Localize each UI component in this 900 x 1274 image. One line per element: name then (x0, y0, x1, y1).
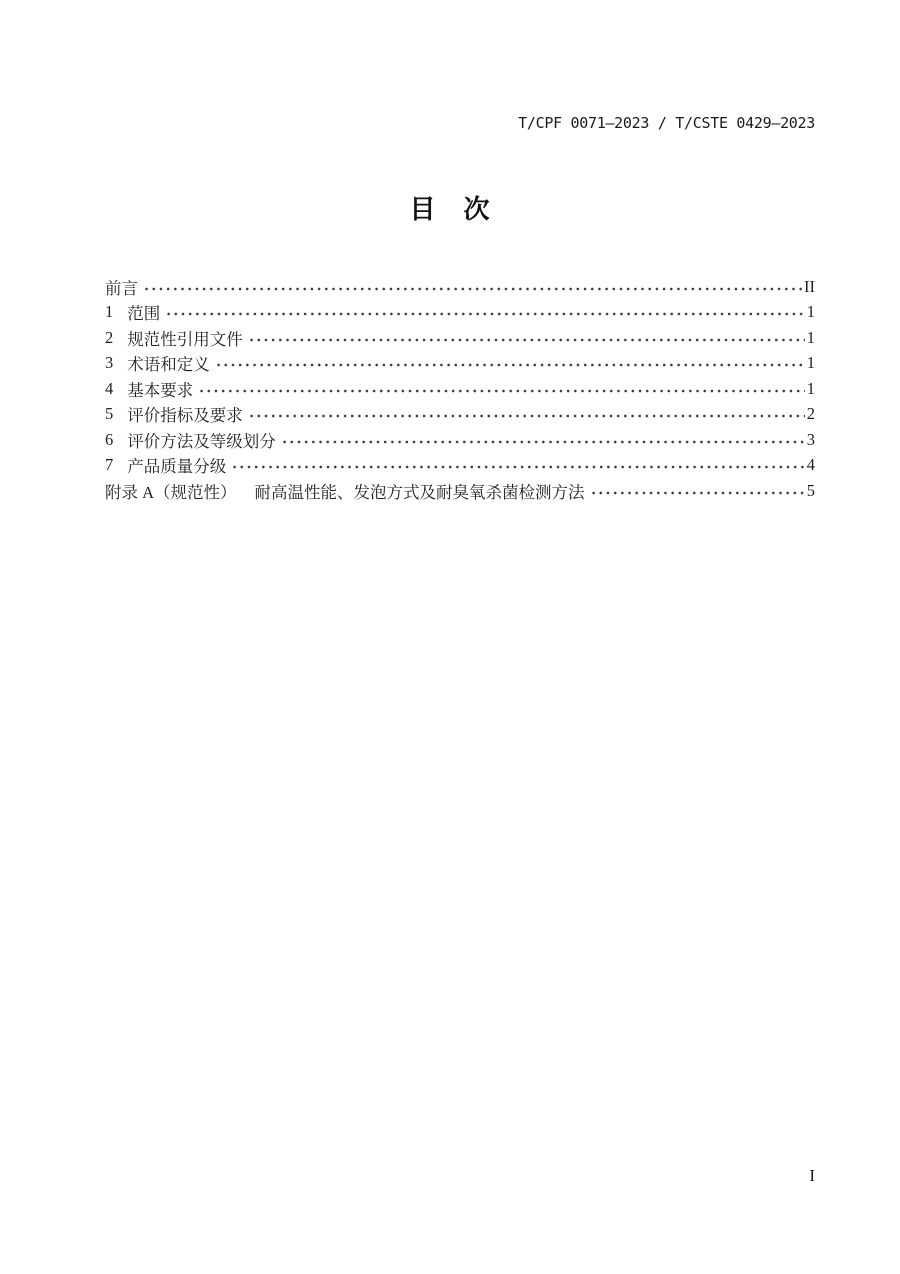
toc-entry-number: 2 (105, 327, 114, 347)
toc-entry-label: 评价方法及等级划分 (127, 431, 276, 451)
toc-entry-number: 附录 A（规范性） (105, 482, 237, 502)
toc-dot-leader (198, 389, 805, 393)
toc-entry-label: 基本要求 (127, 380, 194, 400)
toc-entry-product-quality-classification (105, 453, 815, 479)
toc-entry-page: 5 (806, 480, 815, 500)
toc-dot-leader (165, 312, 805, 316)
toc-entry-evaluation-methods-grading (105, 427, 815, 453)
toc-entry-evaluation-indicators (105, 402, 815, 428)
toc-entry-basic-requirements (105, 376, 815, 402)
toc-entry-page: 1 (806, 378, 815, 398)
toc-entry-page: 4 (806, 455, 815, 475)
toc-entry-label: 规范性引用文件 (127, 329, 243, 349)
toc-entry-scope (105, 300, 815, 326)
toc-entry-number: 4 (105, 378, 114, 398)
toc-entry-page: 2 (806, 404, 815, 424)
toc-entry-number: 6 (105, 429, 114, 449)
toc-entry-page: 1 (806, 302, 815, 322)
toc-dot-leader (248, 338, 805, 342)
toc-entry-label: 范围 (127, 304, 161, 324)
toc-entry-label: 前言 (105, 278, 138, 298)
toc-entry-appendix-a (105, 478, 815, 504)
toc-entry-normative-references (105, 325, 815, 351)
toc-entry-terms-definitions (105, 351, 815, 377)
toc-dot-leader (231, 465, 805, 469)
footer-page-number: I (809, 1166, 815, 1185)
toc-entry-foreword (105, 274, 815, 300)
table-of-contents (105, 274, 815, 504)
toc-entry-number: 5 (105, 404, 114, 424)
toc-entry-number: 3 (105, 353, 114, 373)
page-title: 目 次 (409, 194, 491, 224)
toc-entry-number: 1 (105, 302, 114, 322)
toc-dot-leader (248, 414, 805, 418)
toc-dot-leader (143, 287, 802, 291)
standard-number-header: T/CPF 0071—2023 / T/CSTE 0429—2023 (518, 114, 815, 132)
toc-entry-page: 3 (806, 429, 815, 449)
toc-entry-label: 耐高温性能、发泡方式及耐臭氧杀菌检测方法 (254, 482, 585, 502)
toc-dot-leader (590, 491, 805, 495)
toc-entry-label: 术语和定义 (127, 355, 210, 375)
toc-entry-page: 1 (806, 327, 815, 347)
toc-dot-leader (281, 440, 805, 444)
toc-entry-page: 1 (806, 353, 815, 373)
toc-entry-page: II (804, 276, 815, 296)
toc-entry-label: 评价指标及要求 (127, 406, 243, 426)
toc-entry-label: 产品质量分级 (127, 457, 227, 477)
toc-dot-leader (215, 363, 805, 367)
toc-entry-number: 7 (105, 455, 114, 475)
